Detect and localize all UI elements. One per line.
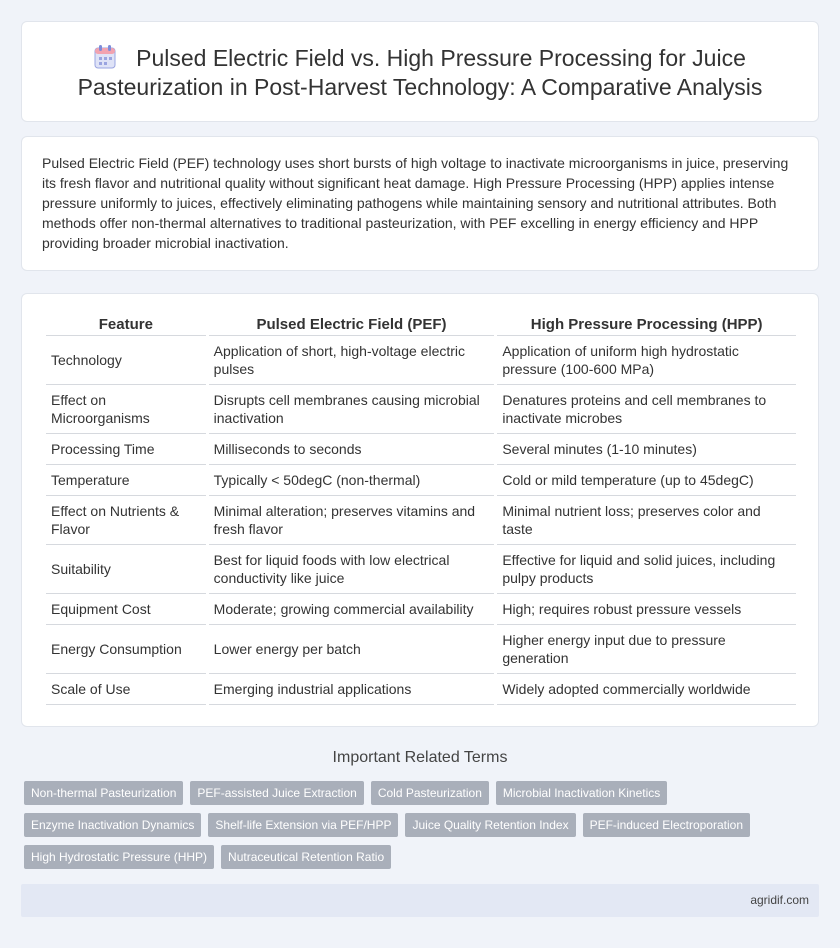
tag-row (24, 813, 784, 837)
term-tag[interactable]: PEF-assisted Juice Extraction (190, 781, 363, 805)
table-cell-pef: Disrupts cell membranes causing microbial inactivation (209, 385, 495, 434)
table-cell-feature: Processing Time (46, 434, 206, 465)
table-cell-hpp: Minimal nutrient loss; preserves color and taste (497, 496, 796, 545)
table-cell-pef: Best for liquid foods with low electrical conductivity like juice (209, 545, 495, 594)
tag-row (24, 781, 784, 805)
table-cell-feature: Energy Consumption (46, 625, 206, 674)
term-tag[interactable]: Non-thermal Pasteurization (24, 781, 183, 805)
footer (21, 884, 819, 917)
table-row (46, 496, 796, 545)
table-cell-feature: Technology (46, 336, 206, 385)
table-cell-feature: Temperature (46, 465, 206, 496)
table-cell-hpp: Denatures proteins and cell membranes to inactivate microbes (497, 385, 796, 434)
term-tag[interactable]: Cold Pasteurization (371, 781, 489, 805)
table-cell-pef: Application of short, high-voltage electric pulses (209, 336, 495, 385)
page-title-text: Pulsed Electric Field vs. High Pressure Processing for Juice Pasteurization in Post-Harvest Technology: A Comparative Analysis (77, 45, 763, 100)
table-row (46, 336, 796, 385)
related-terms-title: Important Related Terms (332, 749, 508, 766)
term-tag[interactable]: High Hydrostatic Pressure (HHP) (24, 845, 214, 869)
header-pef: Pulsed Electric Field (PEF) (209, 314, 495, 336)
term-tag[interactable]: PEF-induced Electroporation (583, 813, 750, 837)
table-cell-pef: Minimal alteration; preserves vitamins and fresh flavor (209, 496, 495, 545)
table-cell-pef: Lower energy per batch (209, 625, 495, 674)
term-tag[interactable]: Microbial Inactivation Kinetics (496, 781, 667, 805)
table-header-row (46, 314, 796, 336)
table-row (46, 465, 796, 496)
table-cell-feature: Scale of Use (46, 674, 206, 705)
table-row (46, 385, 796, 434)
footer-site[interactable]: agridif.com (750, 893, 809, 907)
table-row (46, 434, 796, 465)
table-cell-pef: Typically < 50degC (non-thermal) (209, 465, 495, 496)
page-title (52, 44, 788, 102)
comparison-table-card (21, 293, 819, 727)
title-card (21, 21, 819, 122)
table-cell-hpp: Cold or mild temperature (up to 45degC) (497, 465, 796, 496)
table-cell-hpp: Effective for liquid and solid juices, including pulpy products (497, 545, 796, 594)
intro-card (21, 136, 819, 271)
related-terms-tags (24, 781, 784, 877)
tag-row (24, 845, 784, 869)
table-row (46, 545, 796, 594)
table-row (46, 625, 796, 674)
table-row (46, 674, 796, 705)
table-cell-hpp: Application of uniform high hydrostatic pressure (100-600 MPa) (497, 336, 796, 385)
table-cell-pef: Emerging industrial applications (209, 674, 495, 705)
header-hpp: High Pressure Processing (HPP) (497, 314, 796, 336)
calendar-icon (94, 45, 116, 69)
term-tag[interactable]: Juice Quality Retention Index (405, 813, 575, 837)
comparison-table (43, 314, 799, 705)
table-cell-hpp: Widely adopted commercially worldwide (497, 674, 796, 705)
table-cell-feature: Effect on Microorganisms (46, 385, 206, 434)
term-tag[interactable]: Enzyme Inactivation Dynamics (24, 813, 201, 837)
table-cell-hpp: Several minutes (1-10 minutes) (497, 434, 796, 465)
term-tag[interactable]: Nutraceutical Retention Ratio (221, 845, 391, 869)
table-cell-feature: Equipment Cost (46, 594, 206, 625)
intro-paragraph: Pulsed Electric Field (PEF) technology uses short bursts of high voltage to inactivate microorganisms in juice, preserving its fresh flavor and nutritional quality without significant heat damage. High Pressure Processing (HPP) applies intense pressure uniformly to juices, effectively eliminating pathogens while maintaining sensory and nutritional attributes. Both methods offer non-thermal alternatives to traditional pasteurization, with PEF excelling in energy efficiency and HPP providing broader microbial inactivation. (42, 155, 789, 251)
header-feature: Feature (46, 314, 206, 336)
table-cell-pef: Milliseconds to seconds (209, 434, 495, 465)
table-row (46, 594, 796, 625)
table-cell-hpp: High; requires robust pressure vessels (497, 594, 796, 625)
table-cell-feature: Effect on Nutrients & Flavor (46, 496, 206, 545)
table-cell-hpp: Higher energy input due to pressure generation (497, 625, 796, 674)
table-cell-feature: Suitability (46, 545, 206, 594)
table-cell-pef: Moderate; growing commercial availability (209, 594, 495, 625)
term-tag[interactable]: Shelf-life Extension via PEF/HPP (208, 813, 398, 837)
